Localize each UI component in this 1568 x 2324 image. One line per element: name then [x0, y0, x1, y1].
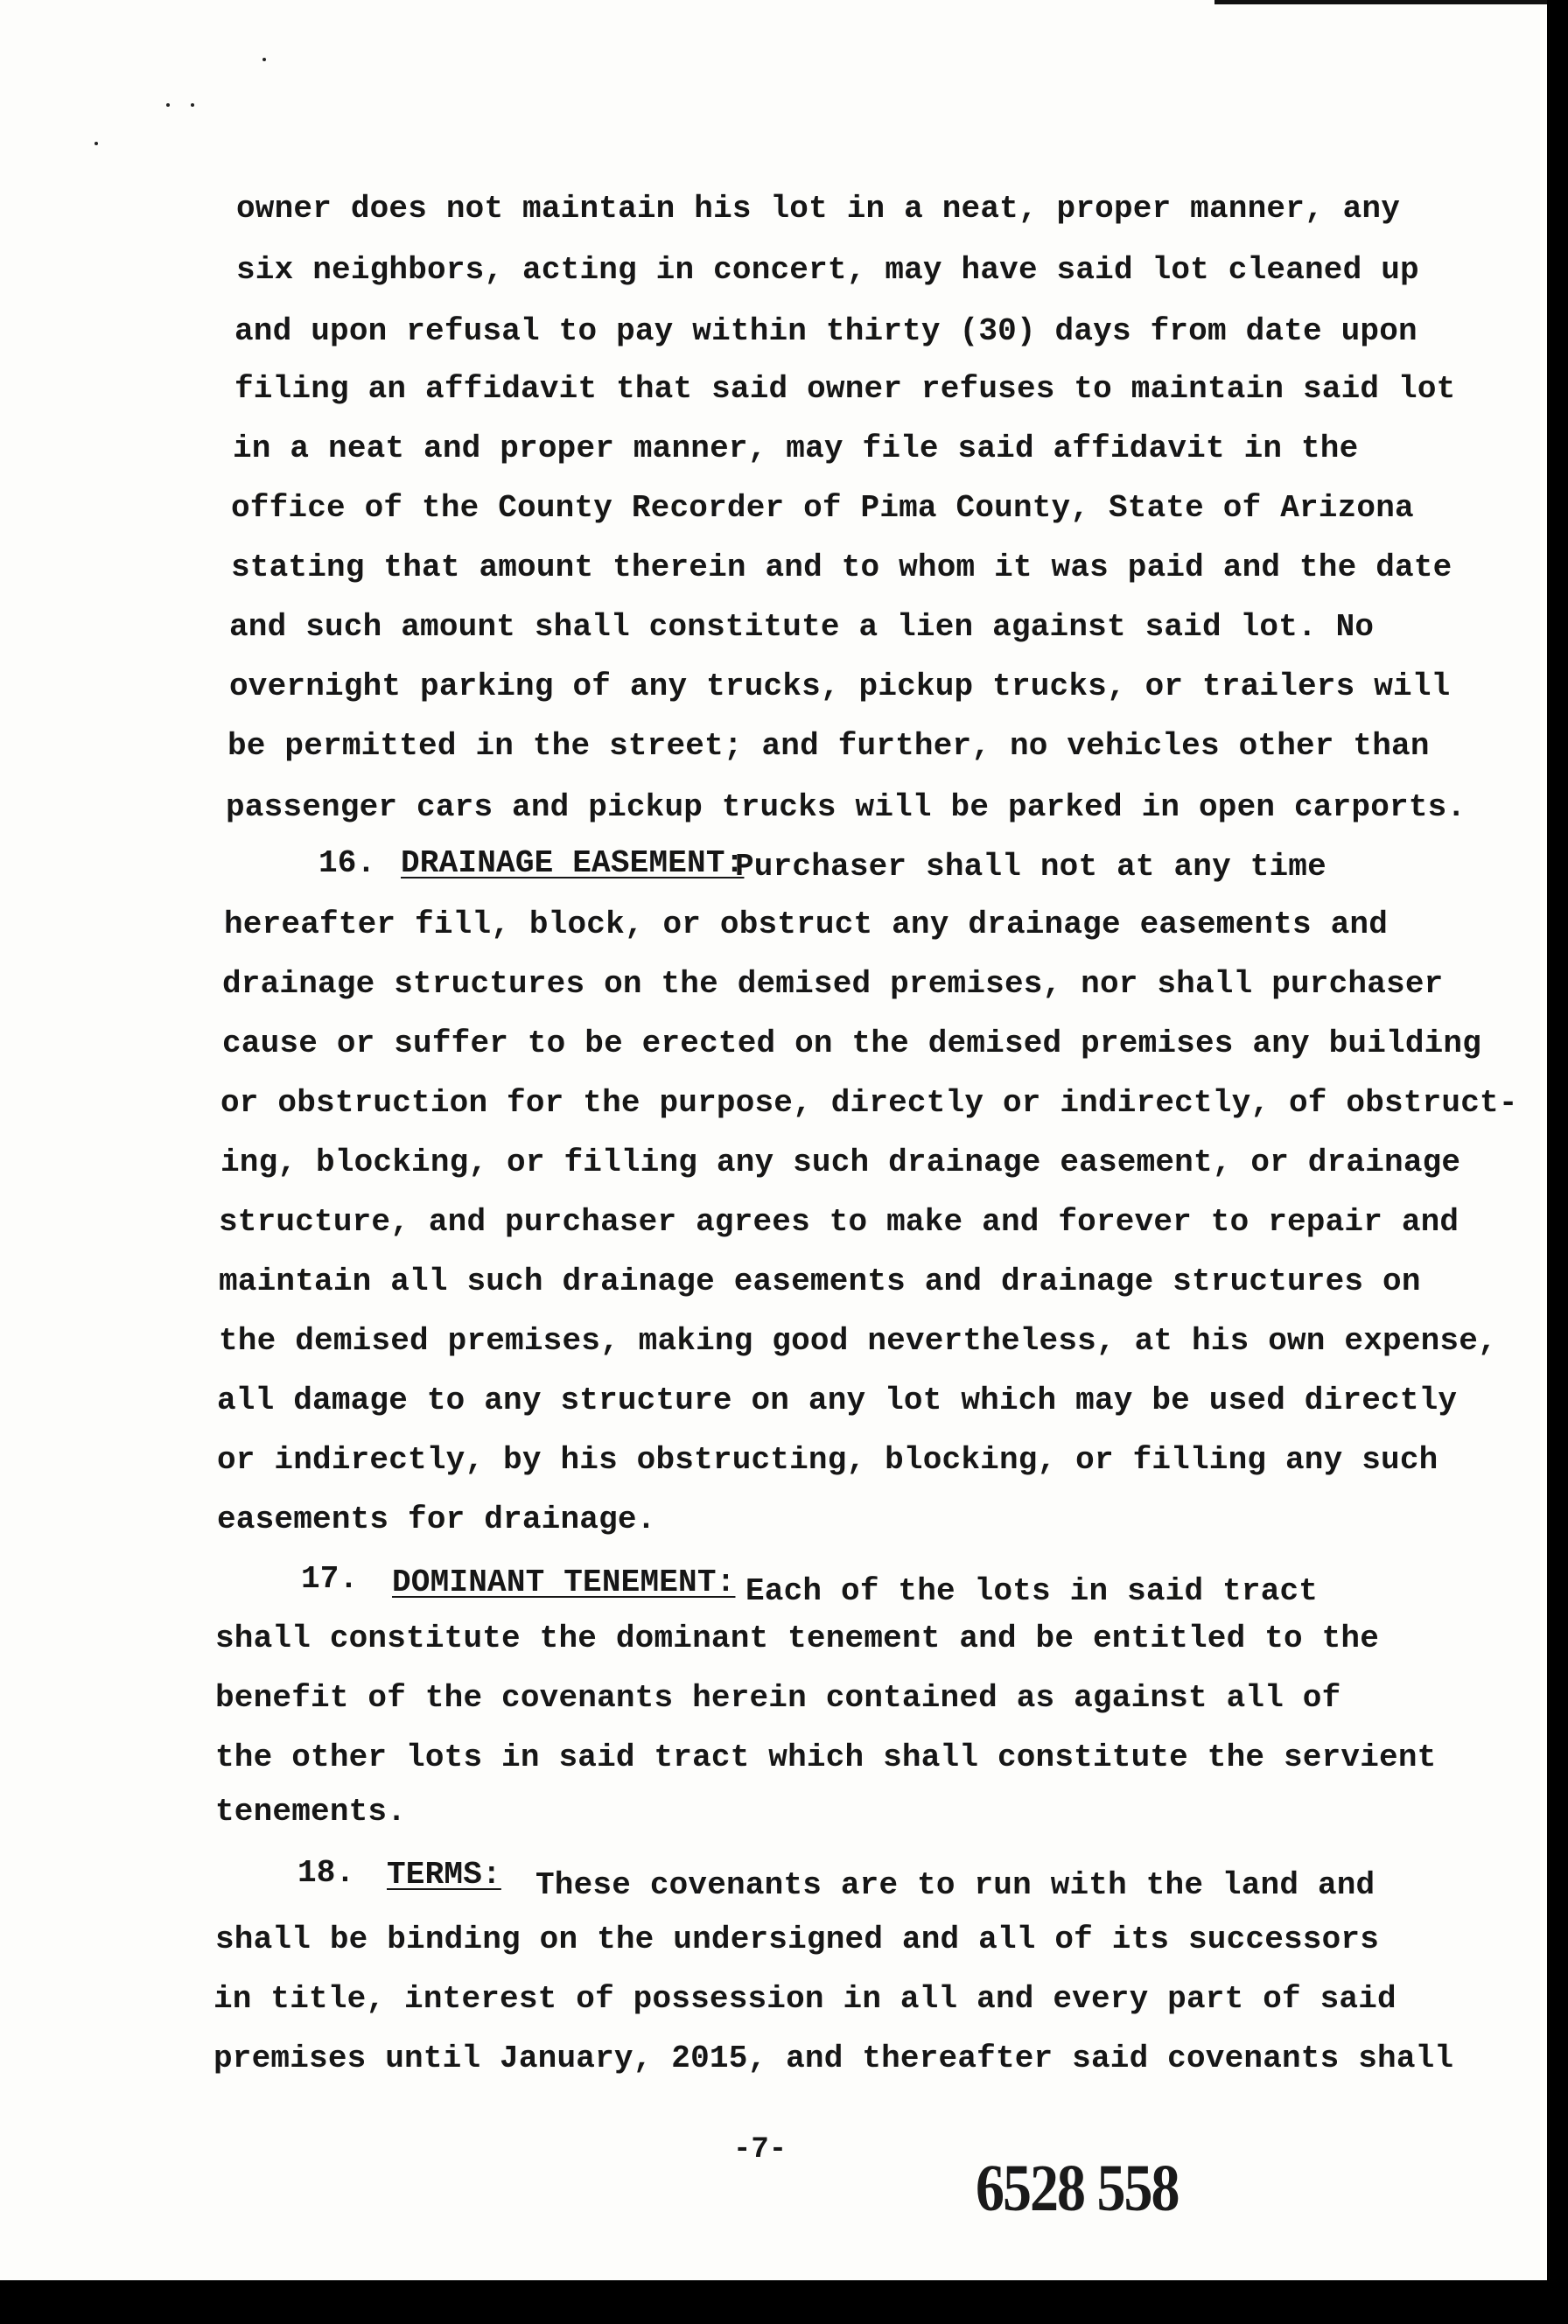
recording-stamp: 6528 558: [976, 2152, 1179, 2226]
paragraph-number: 18.: [298, 1855, 355, 1891]
text-line: all damage to any structure on any lot which may be used directly: [217, 1382, 1458, 1418]
paragraph-number: 16.: [318, 845, 376, 881]
scan-speck: [191, 103, 194, 107]
text-line: six neighbors, acting in concert, may have said lot cleaned up: [236, 252, 1419, 288]
text-line: cause or suffer to be erected on the demised premises any building: [222, 1026, 1482, 1061]
text-line: These covenants are to run with the land and: [536, 1867, 1376, 1903]
text-line: passenger cars and pickup trucks will be parked in open carports.: [226, 789, 1466, 825]
text-line: shall be binding on the undersigned and all of its successors: [215, 1922, 1380, 1957]
text-line: the other lots in said tract which shall constitute the servient: [215, 1740, 1437, 1775]
text-line: office of the County Recorder of Pima County, State of Arizona: [231, 490, 1414, 526]
text-line: and such amount shall constitute a lien against said lot. No: [229, 609, 1375, 645]
text-line: stating that amount therein and to whom it was paid and the date: [231, 550, 1452, 585]
text-line: ing, blocking, or filling any such drainage easement, or drainage: [220, 1144, 1461, 1180]
scan-speck: [262, 58, 266, 61]
text-line: tenements.: [215, 1794, 407, 1830]
page-number: -7-: [733, 2133, 788, 2166]
text-line: Each of the lots in said tract: [746, 1573, 1319, 1609]
text-line: in a neat and proper manner, may file said affidavit in the: [233, 430, 1359, 466]
text-line: the demised premises, making good nevertheless, at his own expense,: [219, 1323, 1497, 1359]
text-line: premises until January, 2015, and thereafter said covenants shall: [214, 2040, 1454, 2076]
text-line: hereafter fill, block, or obstruct any drainage easements and: [224, 906, 1389, 942]
text-line: filing an affidavit that said owner refuses to maintain said lot: [234, 371, 1456, 407]
text-line: maintain all such drainage easements and drainage structures on: [219, 1264, 1421, 1299]
section-heading-drainage-easement: DRAINAGE EASEMENT:: [401, 845, 745, 881]
scan-speck: [94, 142, 98, 145]
text-line: in title, interest of possession in all and every part of said: [214, 1981, 1396, 2017]
text-line: owner does not maintain his lot in a neat, proper manner, any: [236, 191, 1401, 227]
text-line: structure, and purchaser agrees to make and forever to repair and: [219, 1204, 1460, 1240]
text-line: or indirectly, by his obstructing, blocking, or filling any such: [217, 1442, 1438, 1478]
scan-speck: [166, 103, 170, 107]
text-line: benefit of the covenants herein contained as against all of: [215, 1680, 1341, 1716]
scan-edge-mark: [1214, 0, 1547, 4]
section-heading-terms: TERMS:: [387, 1857, 501, 1893]
text-line: easements for drainage.: [217, 1502, 656, 1537]
paragraph-number: 17.: [301, 1561, 359, 1597]
text-line: and upon refusal to pay within thirty (30) days from date upon: [234, 313, 1418, 349]
text-line: overnight parking of any trucks, pickup trucks, or trailers will: [229, 668, 1451, 704]
section-heading-dominant-tenement: DOMINANT TENEMENT:: [392, 1564, 736, 1600]
text-line: or obstruction for the purpose, directly or indirectly, of obstruct-: [220, 1085, 1518, 1121]
text-line: Purchaser shall not at any time: [735, 849, 1326, 885]
text-line: be permitted in the street; and further, no vehicles other than: [228, 728, 1430, 764]
text-line: shall constitute the dominant tenement and be entitled to the: [215, 1620, 1380, 1656]
text-line: drainage structures on the demised premises, nor shall purchaser: [222, 966, 1444, 1002]
